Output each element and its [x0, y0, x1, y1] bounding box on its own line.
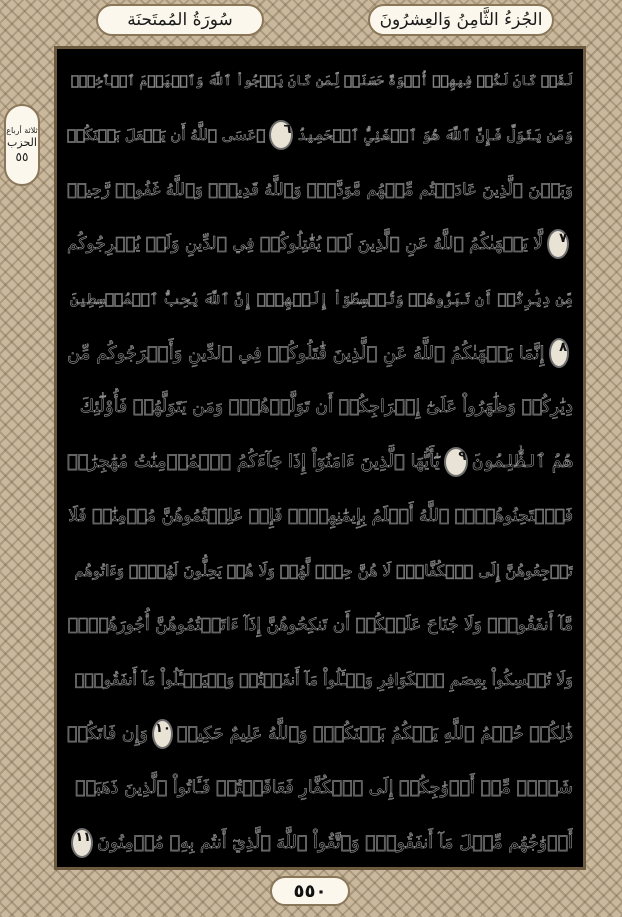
verse-text: مِّن دِيَٰرِكُمۡ أَن تَبَرُّوهُمۡ وَتُقۡسِطُوٓاْ إِلَيۡهِمۡۚ إِنَّ ٱللَّهَ يُحِبُّ ٱلۡمُقۡسِطِينَ	[69, 289, 573, 308]
verse-line	[67, 53, 573, 109]
ayah-number-marker: ٧	[547, 229, 569, 259]
verse-text: ۞عَسَى ٱللَّهُ أَن يَجۡعَلَ بَيۡنَكُمۡ	[67, 126, 266, 145]
verse-text: يَٰٓأَيُّهَا ٱلَّذِينَ ءَامَنُوٓاْ إِذَا جَآءَكُمُ ٱلۡمُؤۡمِنَٰتُ مُهَٰجِرَٰتٖ	[67, 451, 440, 473]
verse-text: دِيَٰرِكُمۡ وَظَٰهَرُواْ عَلَىٰٓ إِخۡرَاجِكُمۡ أَن تَوَلَّوۡهُمۡۚ وَمَن يَتَوَلَّهُمۡ فَأُوْلَٰٓئِكَ	[79, 397, 573, 418]
verse-text: وَلَا تُمۡسِكُواْ بِعِصَمِ ٱلۡكَوَافِرِ وَسۡـَٔلُواْ مَآ أَنفَقۡتُمۡ وَلۡيَسۡـَٔلُواْ مَآ أَنفَقُواْۚ	[74, 669, 573, 689]
verse-text: هُمُ ٱلظَّٰلِمُونَ	[472, 451, 573, 473]
verse-text: مَّآ أَنفَقُواْۚ وَلَا جُنَاحَ عَلَيۡكُمۡ أَن تَنكِحُوهُنَّ إِذَآ ءَاتَيۡتُمُوهُنَّ أُجُورَهُنَّۚ	[67, 615, 573, 635]
verse-line	[67, 107, 573, 163]
ayah-number-marker: ٨	[549, 338, 569, 368]
verse-text: إِنَّمَا يَنۡهَىٰكُمُ ٱللَّهُ عَنِ ٱلَّذِينَ قَٰتَلُوكُمۡ فِي ٱلدِّينِ وَأَخۡرَجُوكُم مِّن	[67, 342, 545, 364]
juz-name-header: الجُزءُ الثَّامِنُ وَالعِشرُونَ	[368, 4, 554, 36]
verse-line	[67, 325, 573, 381]
verse-line	[67, 379, 573, 435]
hizb-quarter: ثلاثة أرباع	[6, 126, 38, 135]
ayah-number-marker: ٩	[444, 447, 469, 477]
ayah-number-marker: ١٠	[152, 719, 173, 749]
verse-line	[67, 162, 573, 218]
verse-line	[67, 216, 573, 272]
verse-line	[67, 597, 573, 653]
verse-line	[67, 543, 573, 599]
verse-line	[67, 760, 573, 816]
verse-line	[67, 706, 573, 762]
verse-text: وَبَيۡنَ ٱلَّذِينَ عَادَيۡتُم مِّنۡهُم مَّوَدَّةٗۚ وَٱللَّهُ قَدِيرٞۚ وَٱللَّهُ غَفُورٞ رَّحِيمٞ	[67, 180, 573, 200]
hizb-label: الحزب	[7, 136, 37, 149]
hizb-marker	[4, 104, 40, 186]
verse-text: لَقَدۡ كَانَ لَكُمۡ فِيهِمۡ أُسۡوَةٌ حَسَنَةٞ لِّمَن كَانَ يَرۡجُواْ ٱللَّهَ وَٱلۡيَوۡمَ ٱلۡأٓخِرَۚ	[70, 73, 573, 89]
verse-text: فَٱمۡتَحِنُوهُنَّۖ ٱللَّهُ أَعۡلَمُ بِإِيمَٰنِهِنَّۖ فَإِنۡ عَلِمۡتُمُوهُنَّ مُؤۡمِنَٰتٖ فَلَا	[68, 506, 573, 527]
verse-text: تَرۡجِعُوهُنَّ إِلَى ٱلۡكُفَّارِۖ لَا هُنَّ حِلّٞ لَّهُمۡ وَلَا هُمۡ يَحِلُّونَ لَهُنَّۖ وَءَاتُوهُم	[74, 561, 573, 580]
hizb-number: ٥٥	[15, 150, 29, 164]
verse-line	[67, 488, 573, 544]
verse-text: شَيۡءٞ مِّنۡ أَزۡوَٰجِكُمۡ إِلَى ٱلۡكُفَّارِ فَعَاقَبۡتُمۡ فَـَٔاتُواْ ٱلَّذِينَ ذَهَبَتۡ	[75, 778, 573, 799]
verse-line	[67, 271, 573, 327]
verse-text: لَّا يَنۡهَىٰكُمُ ٱللَّهُ عَنِ ٱلَّذِينَ لَمۡ يُقَٰتِلُوكُمۡ فِي ٱلدِّينِ وَلَمۡ يُخۡرِجُوكُم	[67, 234, 543, 255]
verse-line	[67, 815, 573, 871]
verse-text: وَمَن يَتَوَلَّ فَإِنَّ ٱللَّهَ هُوَ ٱلۡغَنِيُّ ٱلۡحَمِيدُ	[297, 126, 573, 145]
verse-line	[67, 434, 573, 490]
ayah-number-marker: ٦	[269, 120, 293, 150]
verse-text: ذَٰلِكُمۡ حُكۡمُ ٱللَّهِ يَحۡكُمُ بَيۡنَكُمۡۖ وَٱللَّهُ عَلِيمٌ حَكِيمٞ	[176, 723, 573, 744]
page-number: ٥٥٠	[270, 876, 350, 906]
ayah-number-marker: ١١	[71, 828, 93, 858]
verse-line	[67, 651, 573, 707]
verse-text: وَإِن فَاتَكُمۡ	[67, 723, 148, 744]
surah-name-header: سُورَةُ المُمتَحنَة	[96, 4, 264, 36]
text-frame	[54, 46, 586, 870]
verse-text: أَزۡوَٰجُهُم مِّثۡلَ مَآ أَنفَقُواْۚ وَٱتَّقُواْ ٱللَّهَ ٱلَّذِيٓ أَنتُم بِهِۦ مُؤۡمِنُونَ	[97, 832, 573, 853]
